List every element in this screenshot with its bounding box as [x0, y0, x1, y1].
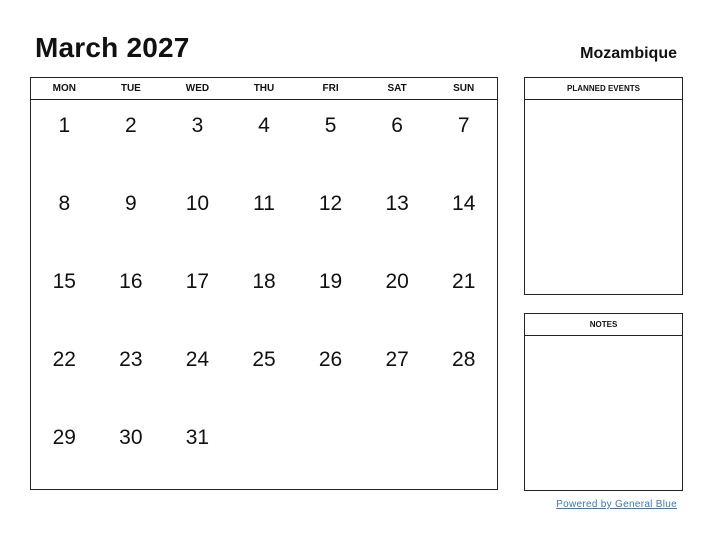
page-title: March 2027: [35, 32, 190, 63]
weekday-fri: FRI: [322, 83, 339, 94]
weekday-thu: THU: [253, 83, 275, 94]
weekday-sun: SUN: [453, 83, 475, 94]
day-cell: 15: [52, 270, 76, 293]
day-cell: 20: [385, 270, 409, 293]
day-cell: 2: [125, 114, 137, 137]
day-cell: 5: [324, 114, 337, 137]
weekday-wed: WED: [185, 83, 210, 94]
day-cell: 24: [185, 348, 210, 371]
day-cell: 31: [185, 426, 210, 449]
notes-title: NOTES: [525, 314, 682, 336]
day-cell: 19: [318, 270, 343, 293]
weekday-sat: SAT: [387, 83, 407, 94]
day-cell: 22: [52, 348, 76, 371]
day-cell: 10: [185, 192, 210, 215]
day-cell: 21: [452, 270, 476, 293]
day-cell: 14: [452, 192, 476, 215]
calendar-days: [31, 100, 497, 490]
weekday-tue: TUE: [120, 83, 141, 94]
day-cell: [364, 412, 431, 490]
day-cell: 4: [258, 114, 270, 137]
day-cell: 1: [58, 114, 71, 137]
day-cell: 11: [253, 192, 275, 215]
day-cell: 13: [385, 192, 409, 215]
day-cell: 7: [457, 114, 470, 137]
day-cell: [231, 412, 298, 490]
day-cell: [430, 412, 497, 490]
weekday-header: [31, 78, 497, 100]
day-cell: 25: [252, 348, 276, 371]
day-cell: 17: [185, 270, 210, 293]
weekday-mon: MON: [52, 83, 76, 94]
day-cell: 9: [125, 192, 137, 215]
day-cell: 18: [252, 270, 276, 293]
day-cell: 23: [119, 348, 143, 371]
day-cell: 30: [119, 426, 143, 449]
day-cell: 29: [52, 426, 76, 449]
country-label: Mozambique: [580, 45, 677, 62]
day-cell: 27: [385, 348, 409, 371]
day-cell: 16: [119, 270, 143, 293]
day-cell: 8: [58, 192, 71, 215]
powered-by-link[interactable]: Powered by General Blue: [556, 499, 677, 510]
day-cell: 6: [391, 114, 403, 137]
day-cell: 12: [318, 192, 343, 215]
calendar-grid: [30, 77, 498, 490]
day-cell: [297, 412, 364, 490]
day-cell: 26: [318, 348, 343, 371]
notes-panel: [524, 313, 683, 491]
day-cell: 28: [452, 348, 476, 371]
planned-events-panel: [524, 77, 683, 295]
planned-events-title: PLANNED EVENTS: [525, 78, 682, 100]
day-cell: 3: [191, 114, 204, 137]
